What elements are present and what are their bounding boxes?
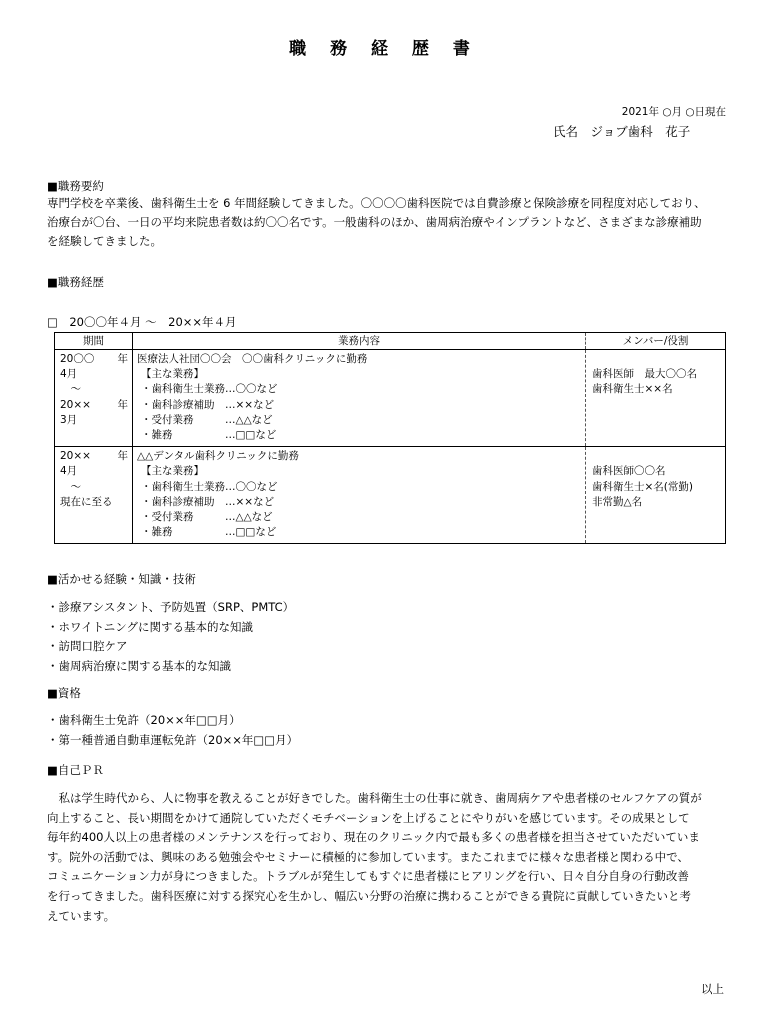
- period-text: 年: [117, 353, 128, 365]
- members-cell: [586, 350, 726, 447]
- list-item: ・診療アシスタント、予防処置（SRP、PMTC）: [47, 600, 295, 614]
- skills-heading: ■活かせる経験・知識・技術: [47, 572, 196, 586]
- member-line: 非常勤△名: [592, 495, 643, 508]
- career-table-header: [55, 333, 726, 350]
- pr-line: えています。: [47, 908, 116, 923]
- list-item: ・歯科衛生士免許（20××年□□月）: [47, 713, 241, 727]
- period-text: 20〇〇: [60, 353, 95, 365]
- period-text: 20××: [60, 450, 91, 463]
- duty-line: 医療法人社団〇〇会 〇〇歯科クリニックに勤務: [137, 353, 368, 365]
- pr-line: コミュニケーション力が身につきました。トラブルが発生してもすぐに患者様にヒアリングを行い、日々自分自身の行動改善: [47, 869, 689, 884]
- period-text: 20××: [60, 398, 91, 411]
- period-text: ～: [60, 383, 81, 396]
- duties-cell: [133, 350, 586, 447]
- duty-line: ・歯科衛生士業務…〇〇など: [141, 480, 278, 493]
- licenses-list: [47, 711, 298, 750]
- member-spacer: [592, 352, 725, 367]
- closing-text: 以上: [701, 982, 724, 996]
- applicant-name: 氏名 ジョブ歯科 花子: [553, 124, 691, 139]
- duties-cell: [133, 447, 586, 544]
- duty-line: ・受付業務 …△△など: [141, 511, 273, 524]
- period-text: 4月: [60, 465, 78, 478]
- summary-line: を経験してきました。: [47, 234, 162, 248]
- header-members: メンバー/役割: [586, 333, 726, 350]
- pr-line: 毎年約400人以上の患者様のメンテナンスを行っており、現在のクリニック内で最も多くの患者様を担当させていただいていま: [47, 830, 700, 845]
- list-item: ・訪問口腔ケア: [47, 639, 128, 654]
- pr-line: す。院外の活動では、興味のある勉強会やセミナーに積極的に参加しています。またこれまでに様々な患者様と関わる中で、: [47, 849, 689, 864]
- pr-line: 向上すること、長い期間をかけて通院していただくモチベーションを上げることにやりがいを感じています。その成果として: [47, 810, 690, 825]
- member-line: 歯科衛生士××名: [592, 383, 673, 396]
- pr-text: [47, 789, 731, 926]
- list-item: ・ホワイトニングに関する基本的な知識: [47, 619, 253, 634]
- summary-line: 治療台が〇台、一日の平均来院患者数は約〇〇名です。一般歯科のほか、歯周病治療やインプラントなど、さまざまな診療補助: [47, 215, 702, 229]
- document-date: 2021年 ○月 ○日現在: [621, 106, 726, 118]
- licenses-heading: ■資格: [47, 686, 81, 700]
- period-cell: [55, 350, 133, 447]
- member-line: 歯科医師〇〇名: [592, 465, 666, 478]
- summary-line: 専門学校を卒業後、歯科衛生士を 6 年間経験してきました。〇〇〇〇歯科医院では自費診療と保険診療を同程度対応しており、: [47, 196, 706, 210]
- period-text: 年: [117, 398, 128, 411]
- career-period-label: □ 20〇〇年４月 ～ 20××年４月: [47, 315, 237, 329]
- duty-line: ・歯科衛生士業務…〇〇など: [141, 383, 278, 396]
- header-duties: 業務内容: [133, 333, 586, 350]
- period-text: ～: [60, 480, 81, 493]
- period-text: 年: [117, 450, 128, 463]
- career-heading: ■職務経歴: [47, 275, 104, 289]
- summary-text: [47, 194, 727, 251]
- period-text: 4月: [60, 368, 78, 381]
- pr-line: 私は学生時代から、人に物事を教えることが好きでした。歯科衛生士の仕事に就き、歯周病ケアや患者様のセルフケアの質が: [47, 791, 702, 805]
- duty-line: △△デンタル歯科クリニックに勤務: [137, 450, 299, 463]
- table-row: [55, 447, 726, 544]
- list-item: ・歯周病治療に関する基本的な知識: [47, 658, 231, 673]
- duty-line: ・雑務 …□□など: [141, 429, 277, 442]
- header-period: 期間: [55, 333, 133, 350]
- period-text: 現在に至る: [60, 495, 113, 508]
- member-spacer: [592, 449, 725, 464]
- pr-line: を行ってきました。歯科医療に対する探究心を生かし、幅広い分野の治療に携わることができる貴院に貢献していきたいと考: [47, 888, 691, 903]
- list-item: ・第一種普通自動車運転免許（20××年□□月）: [47, 732, 299, 747]
- table-row: [55, 350, 726, 447]
- period-text: 3月: [60, 413, 78, 426]
- duty-line: ・受付業務 …△△など: [141, 413, 273, 426]
- career-table: [54, 332, 726, 544]
- duty-line: ・歯科診療補助 …××など: [141, 495, 275, 508]
- duty-line: ・雑務 …□□など: [141, 526, 277, 539]
- members-cell: [586, 447, 726, 544]
- period-cell: [55, 447, 133, 544]
- duty-line: 【主な業務】: [141, 368, 204, 381]
- member-line: 歯科医師 最大〇〇名: [592, 368, 697, 381]
- summary-heading: ■職務要約: [47, 179, 104, 193]
- duty-line: ・歯科診療補助 …××など: [141, 398, 275, 411]
- skills-list: [47, 598, 294, 676]
- document-title: 職 務 経 歴 書: [289, 39, 479, 59]
- member-line: 歯科衛生士×名(常勤): [592, 480, 693, 493]
- pr-heading: ■自己ＰＲ: [47, 763, 104, 777]
- duty-line: 【主な業務】: [141, 465, 204, 478]
